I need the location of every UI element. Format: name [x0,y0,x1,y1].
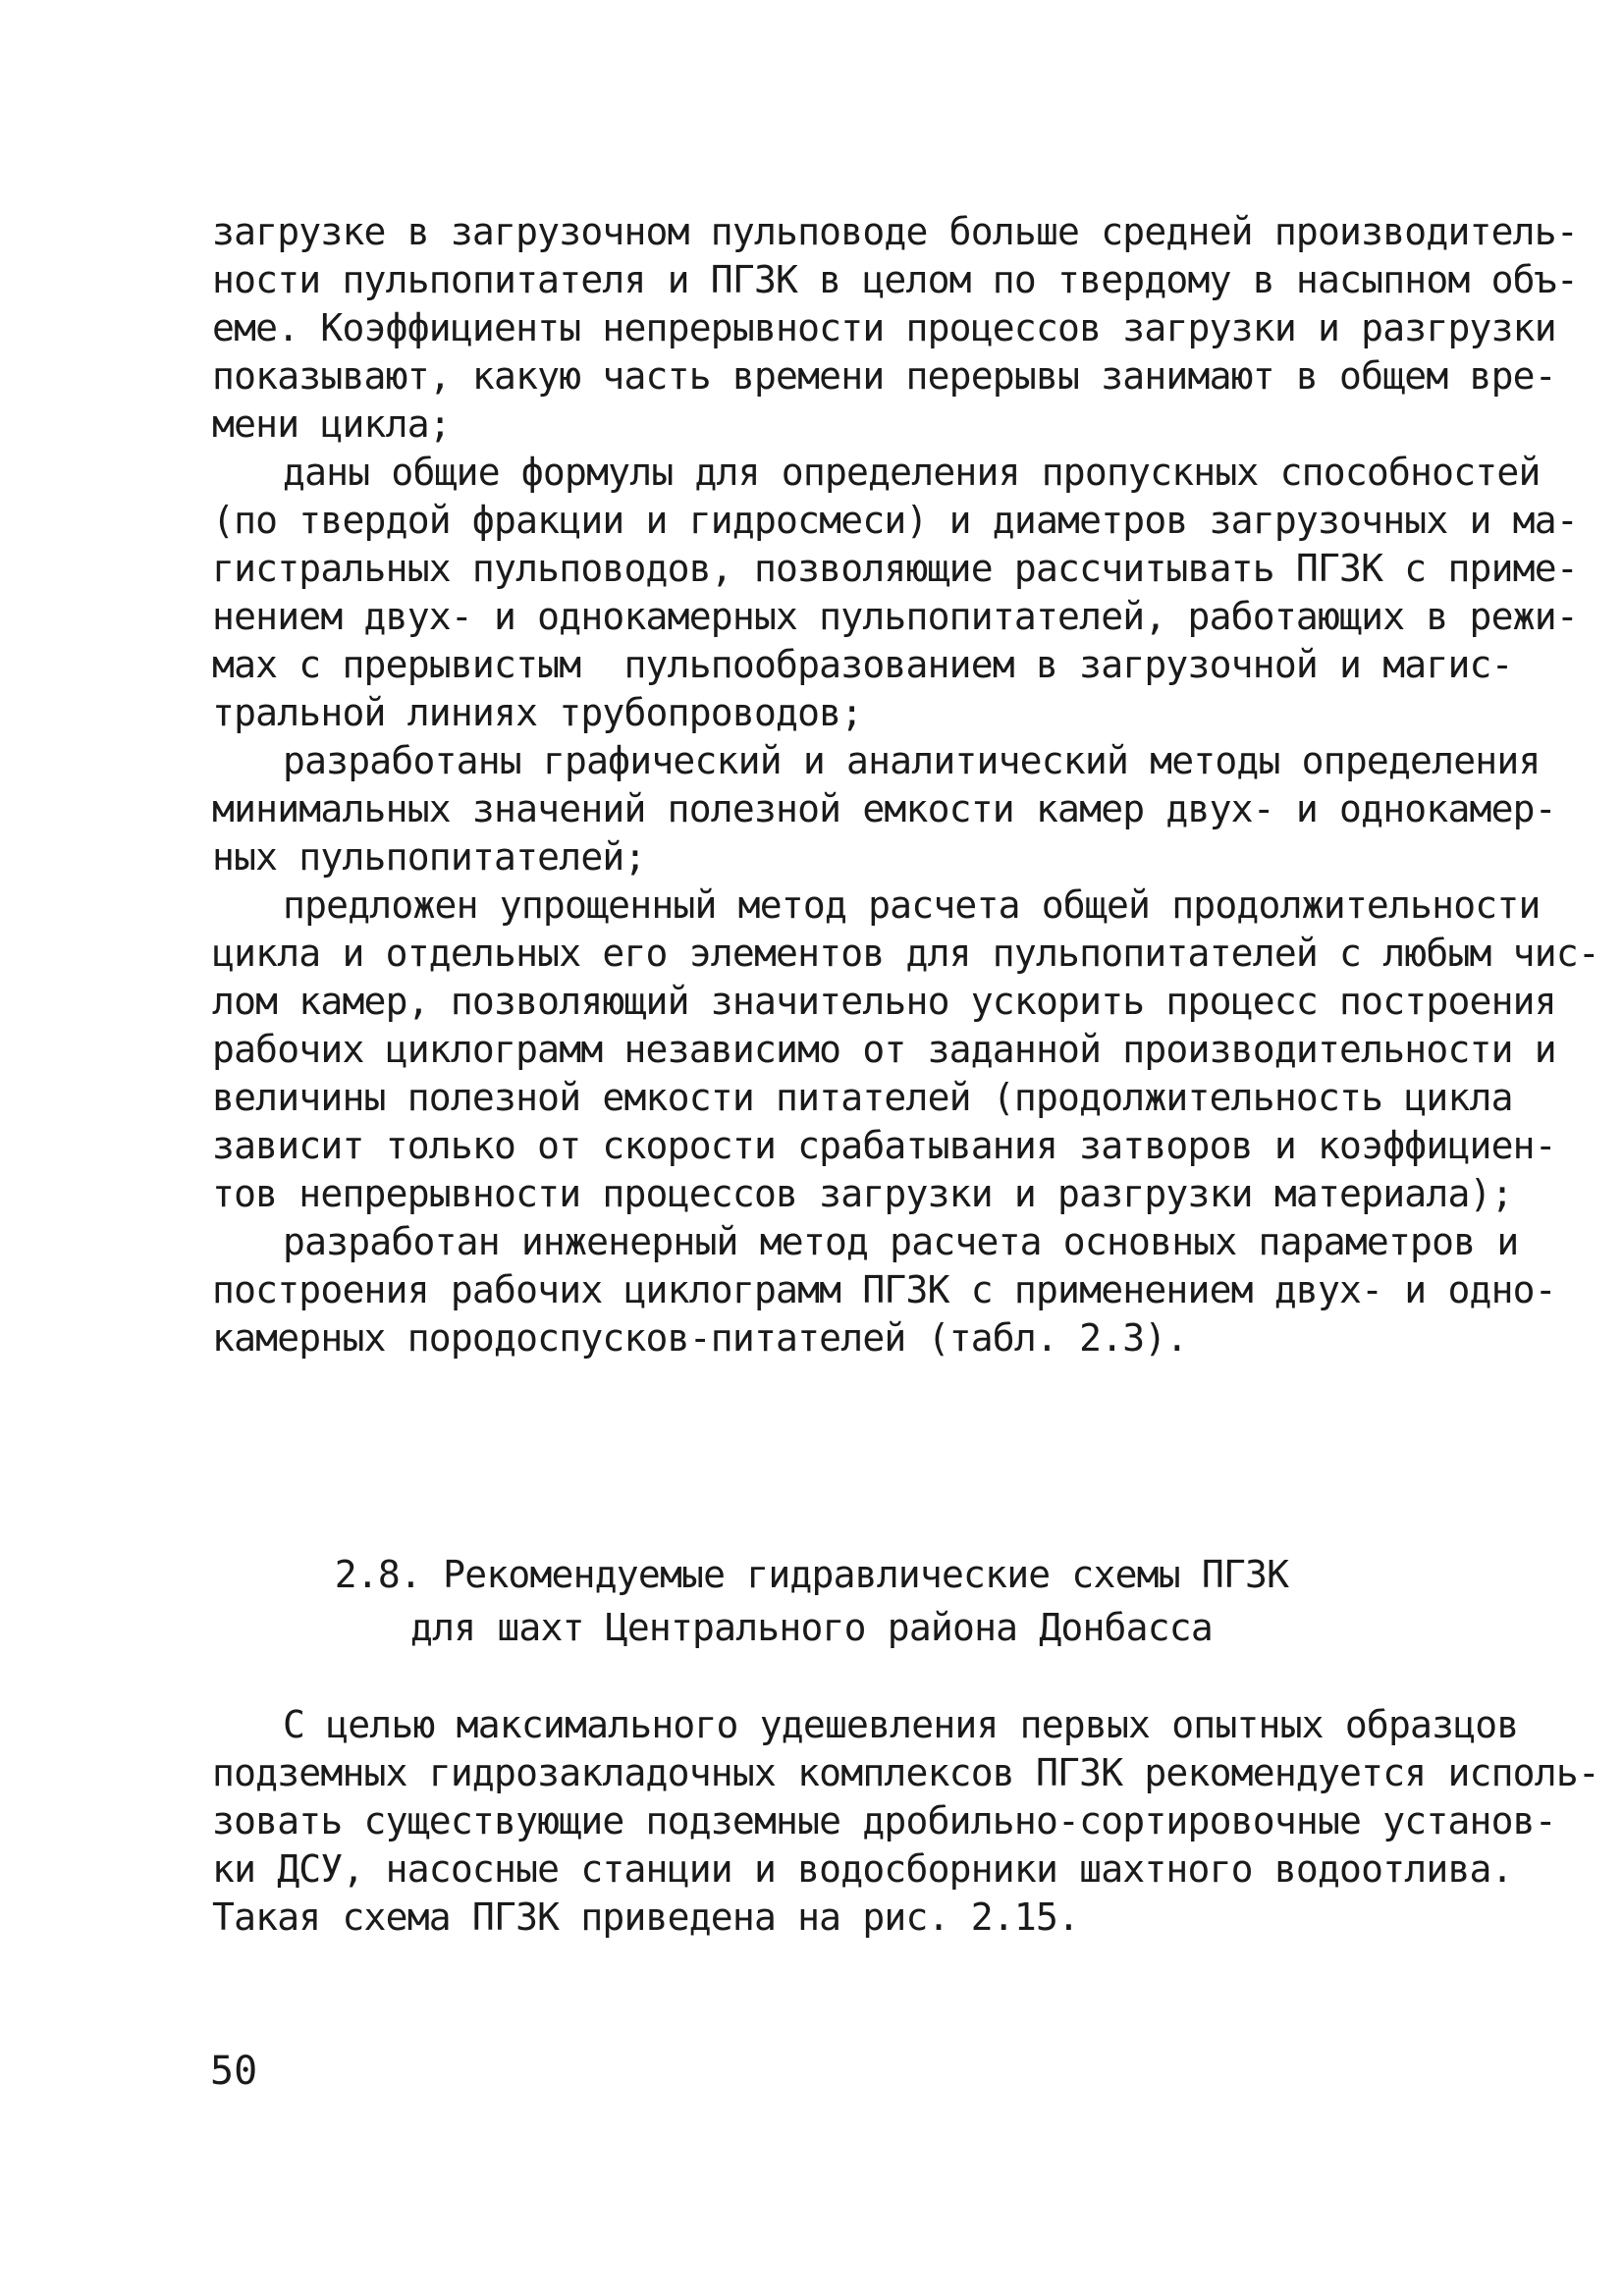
text-line: мени цикла; [212,402,451,446]
text-line: ки ДСУ, насосные станции и водосборники шахтного водоотлива. [212,1847,1513,1891]
text-line: тов непрерывности процессов загрузки и разгрузки материала); [212,1172,1513,1215]
text-line: еме. Коэффициенты непрерывности процессов загрузки и разгрузки [212,306,1556,349]
text-line: разработан инженерный метод расчета основных параметров и [283,1220,1519,1263]
text-line: нением двух- и однокамерных пульпопитателей, работающих в режи- [212,595,1578,638]
text-line: зависит только от скорости срабатывания затворов и коэффициен- [212,1124,1556,1167]
text-line: загрузке в загрузочном пульповоде больше средней производитель- [212,210,1578,253]
text-line: С целью максимального удешевления первых опытных образцов [283,1703,1519,1746]
text-line: ных пульпопитателей; [212,835,646,879]
section-heading-line: 2.8. Рекомендуемые гидравлические схемы ПГЗК [334,1553,1289,1596]
text-line: минимальных значений полезной емкости камер двух- и однокамер- [212,787,1556,830]
text-line: гистральных пульповодов, позволяющие рассчитывать ПГЗК с приме- [212,547,1578,590]
text-line: лом камер, позволяющий значительно ускорить процесс построения [212,980,1556,1023]
text-line: построения рабочих циклограмм ПГЗК с применением двух- и одно- [212,1268,1556,1311]
page-number: 50 [210,2049,258,2094]
text-line: (по твердой фракции и гидросмеси) и диаметров загрузочных и ма- [212,499,1578,542]
text-line: рабочих циклограмм независимо от заданной производительности и [212,1028,1556,1071]
text-line: зовать существующие подземные дробильно-сортировочные установ- [212,1799,1556,1842]
text-line: подземных гидрозакладочных комплексов ПГЗК рекомендуется исполь- [212,1751,1599,1794]
text-line: даны общие формулы для определения пропускных способностей [283,451,1541,494]
text-line: Такая схема ПГЗК приведена на рис. 2.15. [212,1896,1080,1939]
text-line: разработаны графический и аналитический методы определения [283,739,1541,782]
text-line: тральной линиях трубопроводов; [212,691,863,734]
text-line: показывают, какую часть времени перерывы занимают в общем вре- [212,354,1556,398]
text-line: мах с прерывистым пульпообразованием в загрузочной и магис- [212,643,1513,686]
text-line: ности пульпопитателя и ПГЗК в целом по твердому в насыпном объ- [212,258,1578,301]
text-line: цикла и отдельных его элементов для пульпопитателей с любым чис- [212,932,1599,975]
text-line: камерных породоспусков-питателей (табл. 2.3). [212,1316,1188,1360]
section-heading-line: для шахт Центрального района Донбасса [410,1606,1213,1649]
text-line: величины полезной емкости питателей (продолжительность цикла [212,1076,1513,1119]
text-line: предложен упрощенный метод расчета общей продолжительности [283,883,1541,927]
